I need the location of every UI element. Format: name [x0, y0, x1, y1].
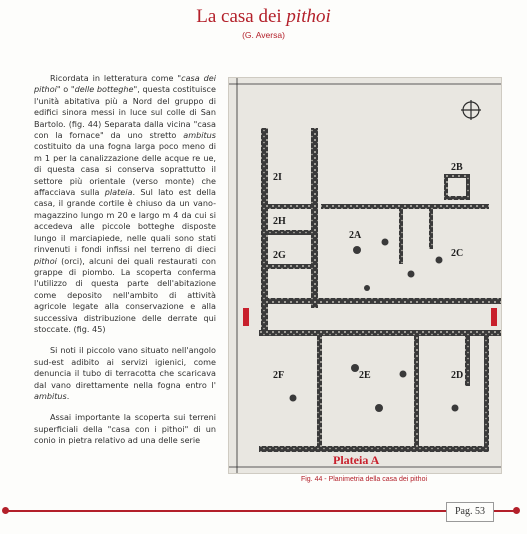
page-number: Pag. 53 — [446, 502, 494, 522]
room-label-2i: 2I — [273, 172, 282, 183]
footer-rule-dot-left — [2, 507, 9, 514]
room-label-2d: 2D — [451, 370, 464, 381]
title-italic: pithoi — [286, 6, 331, 27]
room-label-2a: 2A — [349, 230, 362, 241]
room-label-2f: 2F — [273, 370, 285, 381]
room-label-2e: 2E — [359, 370, 371, 381]
paragraph-2: Si noti il piccolo vano situato nell'angolo sud-est adibito ai servizi igienici, come denuncia il tubo di terracotta che scaricava dal vano direttamente nella fogna entro l' ambitus. — [34, 345, 216, 401]
room-label-2h: 2H — [273, 216, 286, 227]
room-label-2c: 2C — [451, 248, 464, 259]
article-body — [34, 73, 216, 457]
footer-rule — [6, 510, 514, 512]
room-label-2b: 2B — [451, 162, 463, 173]
floor-plan-figure — [228, 77, 502, 474]
wall-structures — [259, 128, 501, 452]
room-label-2g: 2G — [273, 250, 286, 261]
title-text: La casa dei — [196, 6, 287, 27]
paragraph-3: Assai importante la scoperta sui terreni superficiali della "casa con i pithoi" di un conio in pietra relativo ad una delle serie — [34, 412, 216, 446]
red-markers — [243, 308, 497, 326]
plan-grid — [229, 78, 501, 473]
page-title — [0, 6, 527, 28]
footer-rule-dot-right — [513, 507, 520, 514]
floor-plan — [229, 78, 501, 473]
figure-caption: Fig. 44 - Planimetria della casa dei pithoi — [300, 476, 428, 483]
plateia-label: Plateia A — [333, 453, 380, 467]
north-arrow — [461, 100, 481, 120]
author-credit: (G. Aversa) — [242, 30, 285, 40]
paragraph-1: Ricordata in letteratura come "casa dei pithoi" o "delle botteghe", questa costituisce l'unità abitativa più a Nord del gruppo di edifici sinora messi in luce sul colle di San Bartolo. (fig. 44) Separata dalla vicina "casa con la fornace" da uno stretto ambitus costituito da una fogna larga poco meno di m 1 per la canalizzazione delle acque re ue, di questa casa si conserva soprattutto il settore più orientale (verso monte) che affacciava sulla plateia. Sul lato est della casa, il grande cortile è chiuso da un vano-magazzino lungo m 20 e largo m 4 da cui si accedeva alle piccole botteghe disposte lungo il marciapiede, nelle quali sono stati rinvenuti i fondi infissi nel terreno di dieci pithoi (orci), alcuni dei quali restaurati con grappe di piombo. La scoperta conferma l'utilizzo di questa parte dell'abitazione come deposito nell'ambito di attività agricole legate alla conservazione e alla successiva distribuzione delle derrate qui stoccate. (fig. 45) — [34, 73, 217, 334]
